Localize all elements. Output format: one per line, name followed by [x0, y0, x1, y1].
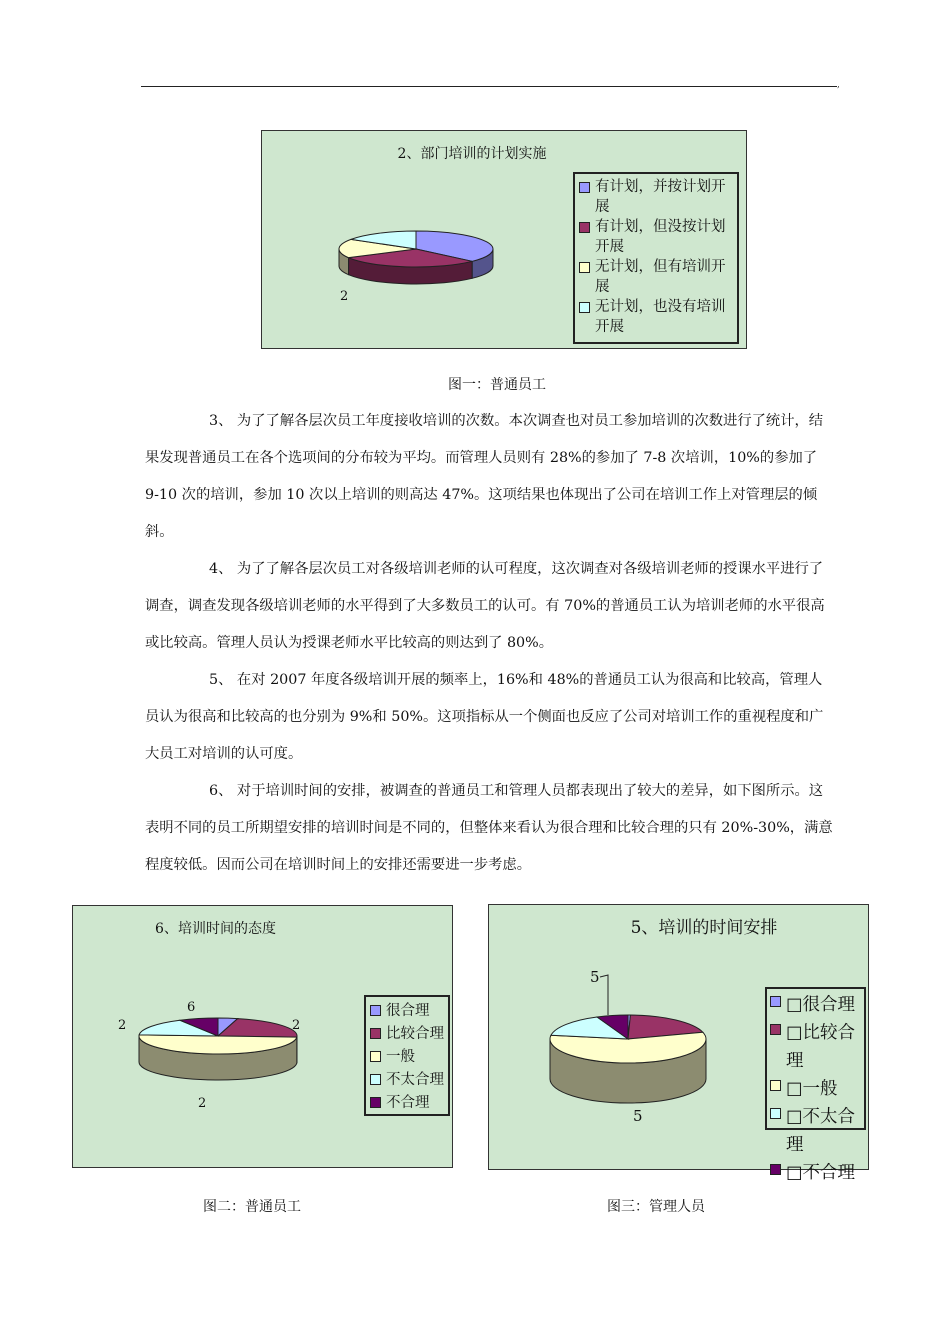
figure-caption: 图一：普通员工 [448, 377, 546, 393]
legend-item [370, 1046, 444, 1069]
chart-training-time-arrangement [488, 904, 869, 1183]
legend-label: 很合理 [386, 1003, 430, 1019]
pie-data-label: 2 [118, 1018, 127, 1033]
legend-label: 无计划，但有培训开展 [595, 259, 726, 295]
legend-label: 有计划，并按计划开展 [595, 179, 726, 215]
legend-swatch [579, 262, 590, 273]
legend-item [370, 1092, 444, 1115]
pie-data-label: 2 [292, 1018, 301, 1033]
chart-training-time-attitude [72, 905, 453, 1168]
legend-label: □很合理 [786, 995, 856, 1015]
legend-label: 不合理 [386, 1095, 430, 1111]
legend-label: 不太合理 [386, 1072, 444, 1088]
pie-data-label: 5 [633, 1107, 643, 1125]
header-rule [141, 86, 837, 87]
legend-label: 无计划，也没有培训开展 [595, 299, 726, 335]
legend-item [579, 257, 733, 297]
legend-label: □不合理 [786, 1163, 856, 1183]
chart-title: 5、培训的时间安排 [630, 918, 778, 938]
legend-swatch [370, 1005, 381, 1016]
body-text [145, 403, 835, 884]
leader-line [600, 975, 608, 1015]
legend-item [370, 1000, 444, 1023]
legend-item [370, 1023, 444, 1046]
legend-swatch [579, 182, 590, 193]
paragraph-3: 3、 为了了解各层次员工年度接收培训的次数。本次调查也对员工参加培训的次数进行了统计，结果发现普通员工在各个选项间的分布较为平均。而管理人员则有 28%的参加了 7-8 次培训，10%的参加了 9-10 次的培训，参加 10 次以上培训的则高达 47%。这项结果也体现出了公司在培训工作上对管理层的倾斜。 [145, 413, 824, 540]
legend-swatch [370, 1097, 381, 1108]
legend-swatch [579, 302, 590, 313]
chart-plan-implementation [261, 130, 747, 349]
legend-swatch [770, 996, 781, 1007]
legend-item [579, 217, 733, 257]
figure-caption: 图三：管理人员 [607, 1199, 705, 1215]
legend-swatch [770, 1080, 781, 1091]
legend-label: 有计划，但没按计划开展 [595, 219, 726, 255]
legend-swatch [579, 222, 590, 233]
legend-item [770, 991, 861, 1019]
chart-legend [364, 995, 450, 1116]
chart-title: 2、部门培训的计划实施 [397, 146, 547, 162]
legend-item [579, 297, 733, 337]
paragraph-5: 5、 在对 2007 年度各级培训开展的频率上，16%和 48%的普通员工认为很高和比较高，管理人员认为很高和比较高的也分别为 9%和 50%。这项指标从一个侧面也反应了公司对培训工作的重视程度和广大员工对培训的认可度。 [145, 672, 824, 762]
paragraph-6: 6、 对于培训时间的安排，被调查的普通员工和管理人员都表现出了较大的差异，如下图所示。这表明不同的员工所期望安排的培训时间是不同的，但整体来看认为很合理和比较合理的只有 20%-30%，满意程度较低。因而公司在培训时间上的安排还需要进一步考虑。 [145, 783, 833, 873]
chart-legend [765, 987, 866, 1183]
legend-label: □不太合理 [786, 1107, 856, 1155]
legend-swatch [770, 1024, 781, 1035]
chart-title: 6、培训时间的态度 [155, 921, 276, 937]
legend-swatch [370, 1074, 381, 1085]
paragraph-4: 4、 为了了解各层次员工对各级培训老师的认可程度，这次调查对各级培训老师的授课水平进行了调查，调查发现各级培训老师的水平得到了大多数员工的认可。有 70%的普通员工认为培训老师的水平很高或比较高。管理人员认为授课老师水平比较高的则达到了 80%。 [145, 561, 825, 651]
legend-swatch [370, 1051, 381, 1062]
legend-item [770, 1103, 861, 1159]
legend-swatch [770, 1164, 781, 1175]
legend-label: 比较合理 [386, 1026, 444, 1042]
legend-label: 一般 [386, 1049, 415, 1065]
figure-caption: 图二：普通员工 [203, 1199, 301, 1215]
legend-swatch [770, 1108, 781, 1119]
legend-item [370, 1069, 444, 1092]
pie-data-label: 5 [590, 968, 600, 986]
pie-data-label: 2 [340, 289, 349, 304]
legend-swatch [370, 1028, 381, 1039]
pie-data-label: 2 [198, 1096, 207, 1111]
legend-item [770, 1159, 861, 1187]
legend-label: □一般 [786, 1079, 838, 1099]
legend-item [579, 177, 733, 217]
pie-data-label: 6 [187, 1000, 196, 1015]
legend-item [770, 1075, 861, 1103]
chart-legend [573, 172, 739, 344]
legend-label: □比较合理 [786, 1023, 856, 1071]
header-rule-mark: , [837, 80, 840, 90]
legend-item [770, 1019, 861, 1075]
